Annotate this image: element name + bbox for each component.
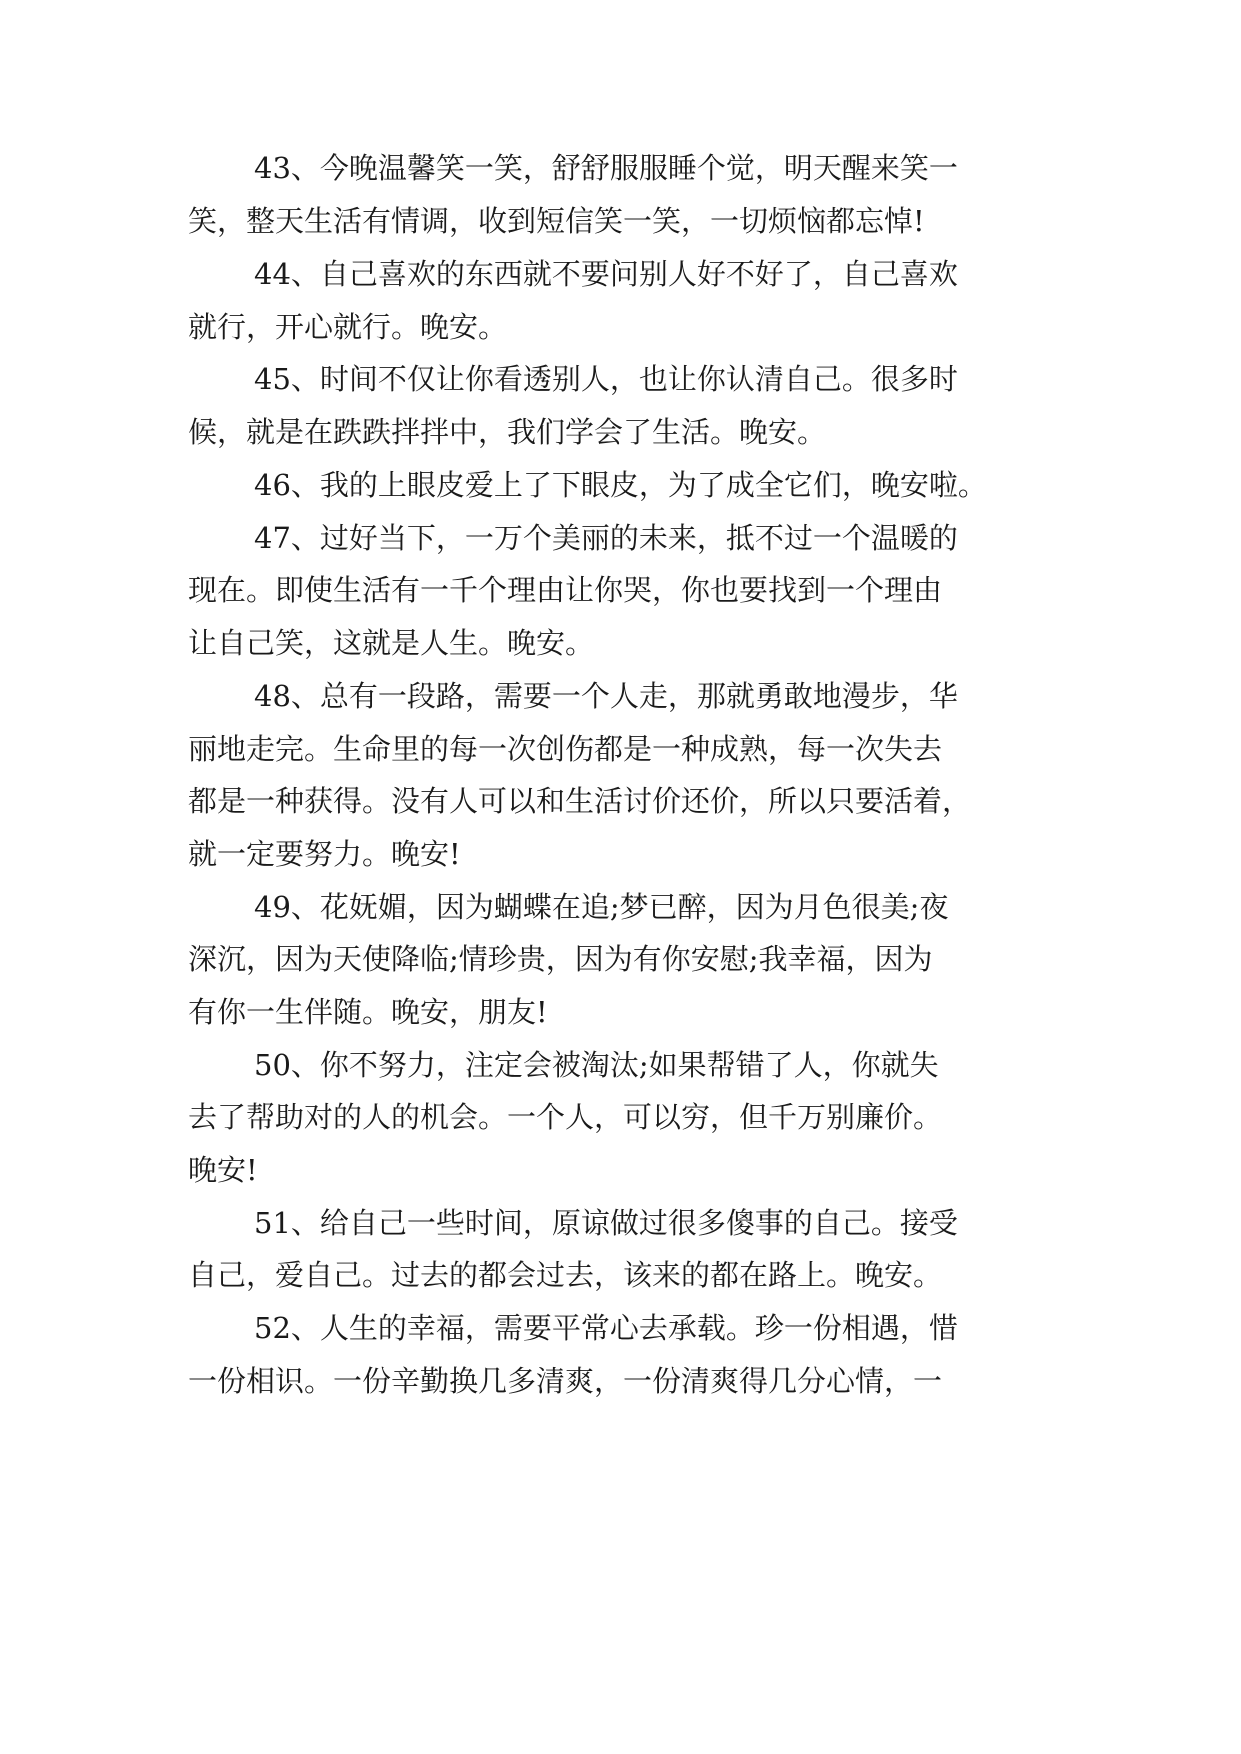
paragraph-45-line-1: 45、时间不仅让你看透别人，也让你认清自己。很多时 bbox=[254, 362, 958, 396]
paragraph-43-line-1: 43、今晚温馨笑一笑，舒舒服服睡个觉，明天醒来笑一 bbox=[254, 151, 958, 185]
paragraph-50-line-1: 50、你不努力，注定会被淘汰;如果帮错了人，你就失 bbox=[254, 1048, 939, 1082]
paragraph-44-line-1: 44、自己喜欢的东西就不要问别人好不好了，自己喜欢 bbox=[254, 257, 958, 291]
paragraph-47-line-1: 47、过好当下，一万个美丽的未来，抵不过一个温暖的 bbox=[254, 521, 958, 555]
paragraph-49-line-3: 有你一生伴随。晚安，朋友! bbox=[188, 995, 548, 1029]
paragraph-49-line-1: 49、花妩媚，因为蝴蝶在追;梦已醉，因为月色很美;夜 bbox=[254, 890, 949, 924]
paragraph-46-line-1: 46、我的上眼皮爱上了下眼皮，为了成全它们，晚安啦。 bbox=[254, 468, 987, 502]
paragraph-48-line-3: 都是一种获得。没有人可以和生活讨价还价，所以只要活着， bbox=[188, 784, 972, 818]
paragraph-48-line-2: 丽地走完。生命里的每一次创伤都是一种成熟，每一次失去 bbox=[188, 732, 943, 766]
paragraph-51-line-2: 自己，爱自己。过去的都会过去，该来的都在路上。晚安。 bbox=[188, 1258, 943, 1292]
paragraph-43-line-2: 笑，整天生活有情调，收到短信笑一笑，一切烦恼都忘悼! bbox=[188, 204, 925, 238]
paragraph-48-line-4: 就一定要努力。晚安! bbox=[188, 837, 461, 871]
paragraph-50-line-3: 晚安! bbox=[188, 1153, 258, 1187]
paragraph-48-line-1: 48、总有一段路，需要一个人走，那就勇敢地漫步，华 bbox=[254, 679, 958, 713]
paragraph-49-line-2: 深沉，因为天使降临;情珍贵，因为有你安慰;我幸福，因为 bbox=[188, 942, 933, 976]
paragraph-50-line-2: 去了帮助对的人的机会。一个人，可以穷，但千万别廉价。 bbox=[188, 1100, 943, 1134]
paragraph-47-line-2: 现在。即使生活有一千个理由让你哭，你也要找到一个理由 bbox=[188, 573, 943, 607]
paragraph-52-line-1: 52、人生的幸福，需要平常心去承载。珍一份相遇，惜 bbox=[254, 1311, 958, 1345]
paragraph-52-line-2: 一份相识。一份辛勤换几多清爽，一份清爽得几分心情，一 bbox=[188, 1364, 943, 1398]
paragraph-44-line-2: 就行，开心就行。晚安。 bbox=[188, 310, 508, 344]
paragraph-51-line-1: 51、给自己一些时间，原谅做过很多傻事的自己。接受 bbox=[254, 1206, 958, 1240]
paragraph-45-line-2: 候，就是在跌跌拌拌中，我们学会了生活。晚安。 bbox=[188, 415, 827, 449]
paragraph-47-line-3: 让自己笑，这就是人生。晚安。 bbox=[188, 626, 595, 660]
